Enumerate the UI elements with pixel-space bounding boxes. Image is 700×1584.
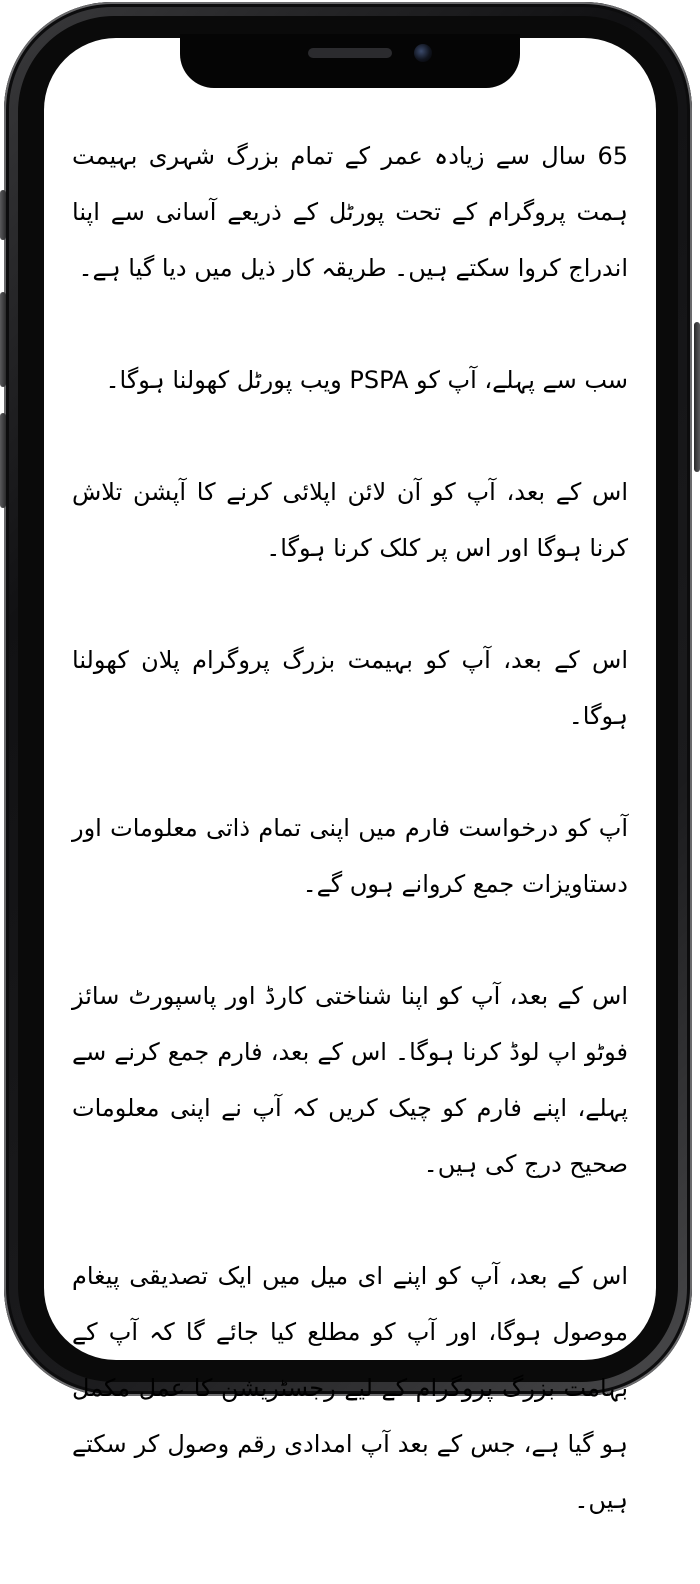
paragraph-step-apply-online: اس کے بعد، آپ کو آن لائن اپلائی کرنے کا آپشن تلاش کرنا ہوگا اور اس پر کلک کرنا ہوگا۔: [72, 478, 628, 562]
paragraph-step-confirmation: اس کے بعد، آپ کو اپنے ای میل میں ایک تصدیقی پیغام موصول ہوگا، اور آپ کو مطلع کیا جائے گا کہ آپ کے بہامت بزرگ پروگرام کے لیے رجسٹریشن کا عمل مکمل ہو گیا ہے، جس کے بعد آپ امدادی رقم وصول کر سکتے ہیں۔: [72, 1262, 628, 1514]
paragraph-step-fill-form: آپ کو درخواست فارم میں اپنی تمام ذاتی معلومات اور دستاویزات جمع کروانے ہوں گے۔: [72, 814, 628, 898]
paragraph-intro: 65 سال سے زیادہ عمر کے تمام بزرگ شہری بہیمت ہمت پروگرام کے تحت پورٹل کے ذریعے آسانی سے اپنا اندراج کروا سکتے ہیں۔ طریقہ کار ذیل میں دیا گیا ہے۔: [72, 142, 628, 282]
silent-switch: [0, 190, 6, 240]
paragraph-step-upload-documents: اس کے بعد، آپ کو اپنا شناختی کارڈ اور پاسپورٹ سائز فوٹو اپ لوڈ کرنا ہوگا۔ اس کے بعد، فارم جمع کرنے سے پہلے، اپنے فارم کو چیک کریں کہ آپ نے اپنی معلومات صحیح درج کی ہیں۔: [72, 982, 628, 1178]
article-body: [72, 128, 628, 1584]
paragraph-step-open-portal: سب سے پہلے، آپ کو PSPA ویب پورٹل کھولنا ہوگا۔: [105, 366, 628, 394]
power-button: [694, 322, 700, 472]
volume-down-button: [0, 413, 6, 508]
speaker-grille: [308, 48, 392, 58]
notch: [180, 34, 520, 88]
paragraph-step-open-plan: اس کے بعد، آپ کو بہیمت بزرگ پروگرام پلان کھولنا ہوگا۔: [72, 646, 628, 730]
front-camera-icon: [414, 44, 432, 62]
volume-up-button: [0, 292, 6, 387]
